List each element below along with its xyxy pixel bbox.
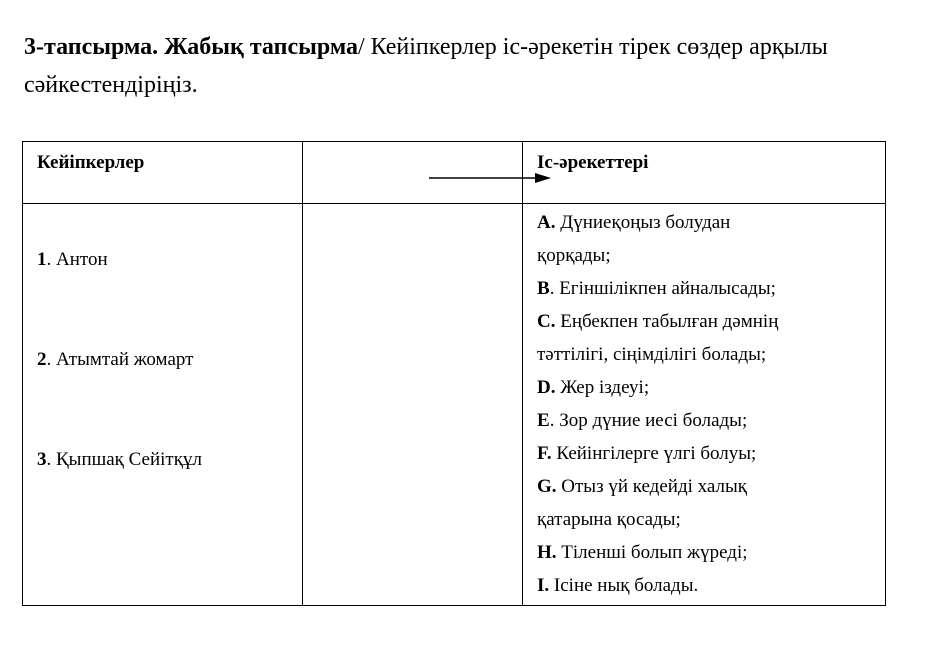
character-item: 1. Антон (37, 249, 108, 270)
arrow-right-icon (429, 170, 551, 184)
header-cell-middle (303, 142, 523, 204)
table-body-row (23, 204, 886, 606)
header-characters: Кейіпкерлер (37, 152, 145, 173)
action-item: Е. Зор дүние иесі болады; (537, 410, 748, 431)
characters-cell (23, 204, 303, 606)
action-item: Н. Тіленші болып жүреді; (537, 542, 748, 563)
header-cell-characters (23, 142, 303, 204)
matching-table (22, 141, 886, 606)
actions-cell (523, 204, 886, 606)
task-instruction: / Кейіпкерлер іс-әрекетін тірек сөздер арқылы сәйкестендіріңіз. (24, 34, 828, 98)
action-item: F. Кейінгілерге үлгі болуы; (537, 443, 757, 464)
action-item: қатарына қосады; (537, 509, 681, 530)
header-cell-actions (523, 142, 886, 204)
action-item: D. Жер іздеуі; (537, 377, 650, 398)
table-header-row (23, 142, 886, 204)
answer-cell (303, 204, 523, 606)
character-item: 2. Атымтай жомарт (37, 349, 194, 370)
action-item: В. Егіншілікпен айналысады; (537, 278, 776, 299)
character-item: 3. Қыпшақ Сейітқұл (37, 449, 202, 470)
task-header (24, 28, 924, 104)
header-actions: Іс-әрекеттері (537, 152, 649, 173)
action-item: қорқады; (537, 245, 611, 266)
action-item: С. Еңбекпен табылған дәмнің (537, 311, 779, 332)
task-title: 3-тапсырма. Жабық тапсырма (24, 34, 358, 60)
action-item: G. Отыз үй кедейді халық (537, 476, 747, 497)
action-item: тәттілігі, сіңімділігі болады; (537, 344, 767, 365)
action-item: А. Дүниеқоңыз болудан (537, 212, 731, 233)
action-item: І. Ісіне нық болады. (537, 575, 699, 596)
